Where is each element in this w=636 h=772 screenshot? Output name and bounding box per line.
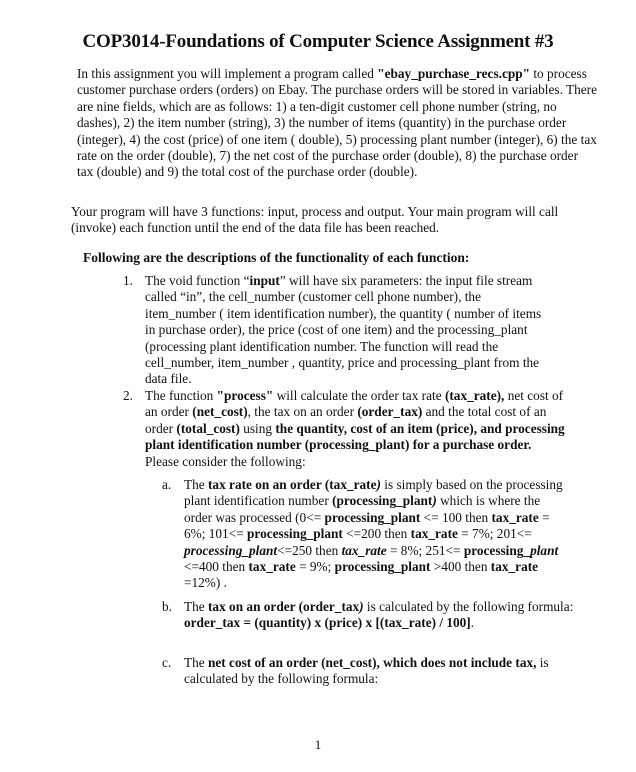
functions-paragraph: Your program will have 3 functions: input, process and output. Your main program will call (invoke) each function until the end of the data file has been reached.: [71, 204, 559, 236]
section-heading: Following are the descriptions of the functionality of each function:: [83, 250, 470, 265]
bold-run: input: [249, 273, 280, 288]
bold-run: processing_: [463, 542, 531, 558]
text-run: .: [470, 615, 475, 631]
sub-item-text: [184, 477, 564, 592]
bold-run: tax rate on an order (tax_rate: [208, 477, 377, 492]
text-run: <= 100 then: [420, 509, 492, 525]
bold-italic-run: processing_plant: [184, 542, 278, 558]
page-title: COP3014-Foundations of Computer Science Assignment #3: [82, 31, 554, 52]
bold-italic-run: ): [432, 493, 437, 509]
sub-item-text: [184, 599, 584, 632]
sub-item-text: [184, 655, 584, 688]
list-number: 1.: [123, 273, 133, 288]
text-run: <=200 then: [342, 526, 411, 542]
text-run: ” will have six parameters: the input file stream called “in”, the cell_number (customer cell phone number), the item_number ( item identification number), the quantity ( number of items in purchase order), the price (cost of one item) and the processing_plant (processing plant identification number. The function will read the cell_number, item_number , quantity, price and processing_plant from the data file.: [145, 273, 542, 387]
bold-italic-run: tax_rate: [341, 542, 387, 558]
text-run: The: [184, 477, 208, 492]
bold-italic-run: ): [376, 477, 381, 492]
text-run: is simply based on the processing plant identification number: [184, 477, 563, 509]
text-run: = 6%; 101<=: [184, 509, 550, 542]
intro-text-2: to process customer purchase orders (orders) on Ebay. The purchase orders will be stored in variables. There are nine fields, which are as follows: 1) a ten-digit customer cell phone number (string, no dashes), 2) the item number (string), 3) the number of items (quantity) in the purchase order (integer), 4) the cost (price) of one item ( double), 5) processing plant number (integer), 6) the tax rate on the order (double), 7) the net cost of the purchase order (double), 8) the purchase order tax (double) and 9) the total cost of the purchase order (double).: [77, 66, 597, 180]
bold-run: (net_cost): [192, 404, 248, 420]
bold-run: (order_tax): [357, 404, 423, 420]
list-number: 2.: [123, 388, 133, 403]
list-item-text: [145, 388, 565, 470]
text-run: net cost of an order: [145, 388, 564, 420]
formula-order-tax: order_tax = (quantity) x (price) x [(tax_rate) / 100]: [184, 615, 471, 631]
text-run: = 7%; 201<=: [457, 526, 532, 542]
bold-run: tax_rate: [491, 509, 539, 525]
intro-paragraph: [77, 66, 597, 181]
sub-letter: c.: [162, 655, 172, 670]
text-run: Please consider the following:: [145, 453, 306, 469]
bold-run: processing_plant: [324, 509, 421, 525]
bold-run: (processing_plant: [332, 493, 433, 509]
bold-run: tax_rate: [410, 526, 458, 542]
sub-letter: b.: [162, 599, 172, 614]
intro-text-1: In this assignment you will implement a program called: [77, 66, 378, 81]
text-run: The function: [145, 388, 217, 403]
text-run: <=400 then: [184, 559, 249, 575]
text-run: = 9%;: [295, 559, 335, 575]
bold-run: tax_rate: [248, 559, 296, 575]
bold-italic-run: plant: [530, 542, 559, 558]
bold-run: tax on an order (order_tax: [208, 599, 360, 614]
text-run: <=250 then: [277, 542, 342, 558]
bold-run: processing_plant: [247, 526, 343, 542]
text-run: which is where the order was processed (0<=: [184, 493, 541, 525]
bold-run: the quantity, cost of an item (price), and processing plant identification number (processing_plant) for a purchase order.: [145, 420, 565, 453]
text-run: is calculated by the following formula:: [184, 655, 549, 687]
text-run: The void function “: [145, 273, 250, 288]
sub-letter: a.: [162, 477, 172, 492]
bold-run: tax_rate: [490, 559, 539, 575]
bold-run: (tax_rate),: [444, 388, 505, 403]
bold-run: net cost of an order (net_cost), which does not include tax,: [208, 655, 537, 670]
text-run: >400 then: [430, 559, 491, 575]
text-run: The: [184, 655, 208, 670]
text-run: =12%) .: [184, 575, 227, 591]
text-run: , the tax on an order: [247, 404, 358, 420]
page-number: 1: [314, 737, 322, 752]
list-item-text: [145, 273, 545, 388]
bold-italic-run: ): [359, 599, 364, 614]
text-run: using: [239, 420, 276, 436]
text-run: and the total cost of an order: [145, 404, 547, 436]
text-run: is calculated by the following formula:: [363, 599, 574, 614]
bold-run: "process": [216, 388, 274, 403]
text-run: The: [184, 599, 208, 614]
text-run: = 8%; 251<=: [386, 542, 464, 558]
bold-run: (total_cost): [176, 420, 240, 436]
intro-filename: "ebay_purchase_recs.cpp": [377, 66, 531, 81]
bold-run: processing_plant: [334, 559, 431, 575]
text-run: will calculate the order tax rate: [273, 388, 445, 403]
